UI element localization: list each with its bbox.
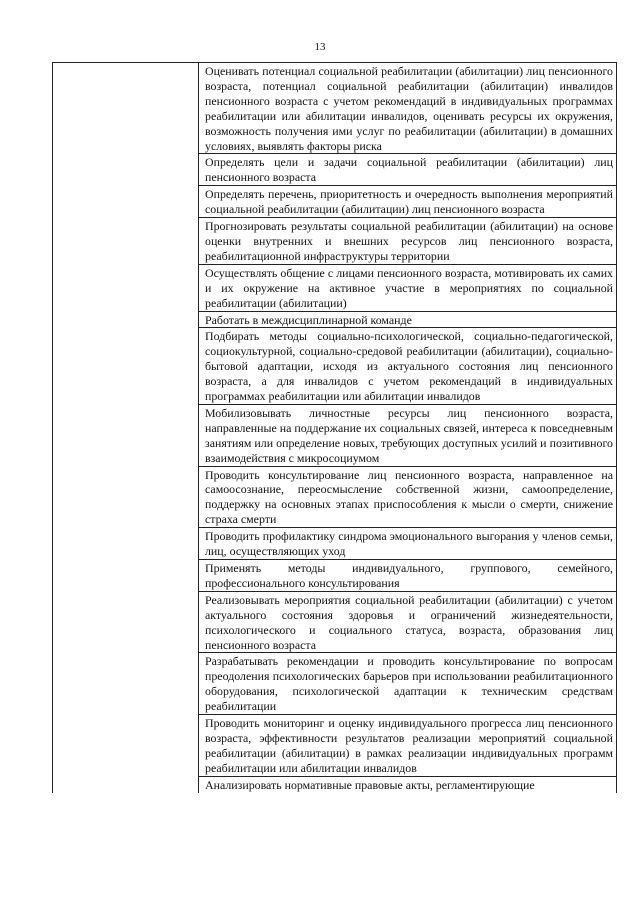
table-cell (199, 154, 617, 186)
table-cell (199, 328, 617, 405)
skill-text: Проводить консультирование лиц пенсионного возраста, направленное на самоосознание, переосмысление собственной жизни, самоопределение, поддержку на основных этапах приспособления к мысли о смерти, снижение страха смерти (205, 467, 613, 527)
table-row (53, 63, 617, 154)
skill-text: Анализировать нормативные правовые акты, регламентирующие (205, 777, 535, 792)
table-cell (199, 63, 617, 154)
skill-text: Разрабатывать рекомендации и проводить консультирование по вопросам преодоления психологических барьеров при использовании реабилитационного оборудования, психологической адаптации к техническим средствам реабилитации (205, 654, 613, 714)
skill-text: Работать в междисциплинарной команде (205, 312, 412, 327)
skill-text: Оценивать потенциал социальной реабилитации (абилитации) лиц пенсионного возраста, потенциал социальной реабилитации (абилитации) инвалидов пенсионного возраста с учетом рекомендаций в индивидуальных программах реабилитации или абилитации инвалидов, оценивать ресурсы их окружения, возможность получения ими услуг по реабилитации (абилитации) в домашних условиях, выявлять факторы риска (205, 64, 613, 153)
skills-table (52, 62, 617, 793)
table-cell (199, 186, 617, 218)
skill-text: Проводить профилактику синдрома эмоционального выгорания у членов семьи, лиц, осуществляющих уход (205, 529, 613, 559)
skill-text: Прогнозировать результаты социальной реабилитации (абилитации) на основе оценки внутренних и внешних ресурсов лиц пенсионного возраста, реабилитационной инфраструктуры территории (205, 219, 613, 263)
skill-text: Применять методы индивидуального, группового, семейного, профессионального консультирования (205, 561, 613, 590)
table-cell (199, 264, 617, 311)
table-cell (199, 528, 617, 560)
skill-text: Осуществлять общение с лицами пенсионного возраста, мотивировать их самих и их окружение на активное участие в мероприятиях по социальной реабилитации (абилитации) (205, 265, 613, 310)
table-cell (199, 653, 617, 715)
skill-text: Определять перечень, приоритетность и очередность выполнения мероприятий социальной реабилитации (абилитации) лиц пенсионного возраста (205, 187, 613, 217)
skill-text: Определять цели и задачи социальной реабилитации (абилитации) лиц пенсионного возраста (205, 155, 613, 185)
table-cell (199, 466, 617, 528)
table-left-column (53, 63, 199, 793)
table-cell (199, 218, 617, 265)
table-cell (199, 591, 617, 653)
skill-text: Мобилизовывать личностные ресурсы лиц пенсионного возраста, направленные на поддержание их социальных связей, интереса к повседневным занятиям или определение новых, требующих доступных усилий и позитивного взаимодействия с микросоциумом (205, 405, 613, 465)
skill-text: Подбирать методы социально-психологической, социально-педагогической, социокультурной, социально-средовой реабилитации (абилитации), социально-бытовой адаптации, исходя из актуального состояния лиц пенсионного возраста, а для инвалидов с учетом рекомендаций в индивидуальных программах реабилитации или абилитации инвалидов (205, 329, 613, 404)
skill-text: Реализовывать мероприятия социальной реабилитации (абилитации) с учетом актуального состояния здоровья и ограничений жизнедеятельности, психологического и социального статуса, возраста, образования лиц пенсионного возраста (205, 592, 613, 652)
table-cell (199, 311, 617, 328)
skill-text: Проводить мониторинг и оценку индивидуального прогресса лиц пенсионного возраста, эффективности результатов реализации мероприятий социальной реабилитации (абилитации) в рамках реализации индивидуальных программ реабилитации или абилитации инвалидов (205, 716, 613, 775)
page-number: 13 (314, 41, 326, 53)
table-cell (199, 560, 617, 592)
table-cell (199, 715, 617, 777)
table-cell (199, 404, 617, 466)
table-cell (199, 776, 617, 792)
